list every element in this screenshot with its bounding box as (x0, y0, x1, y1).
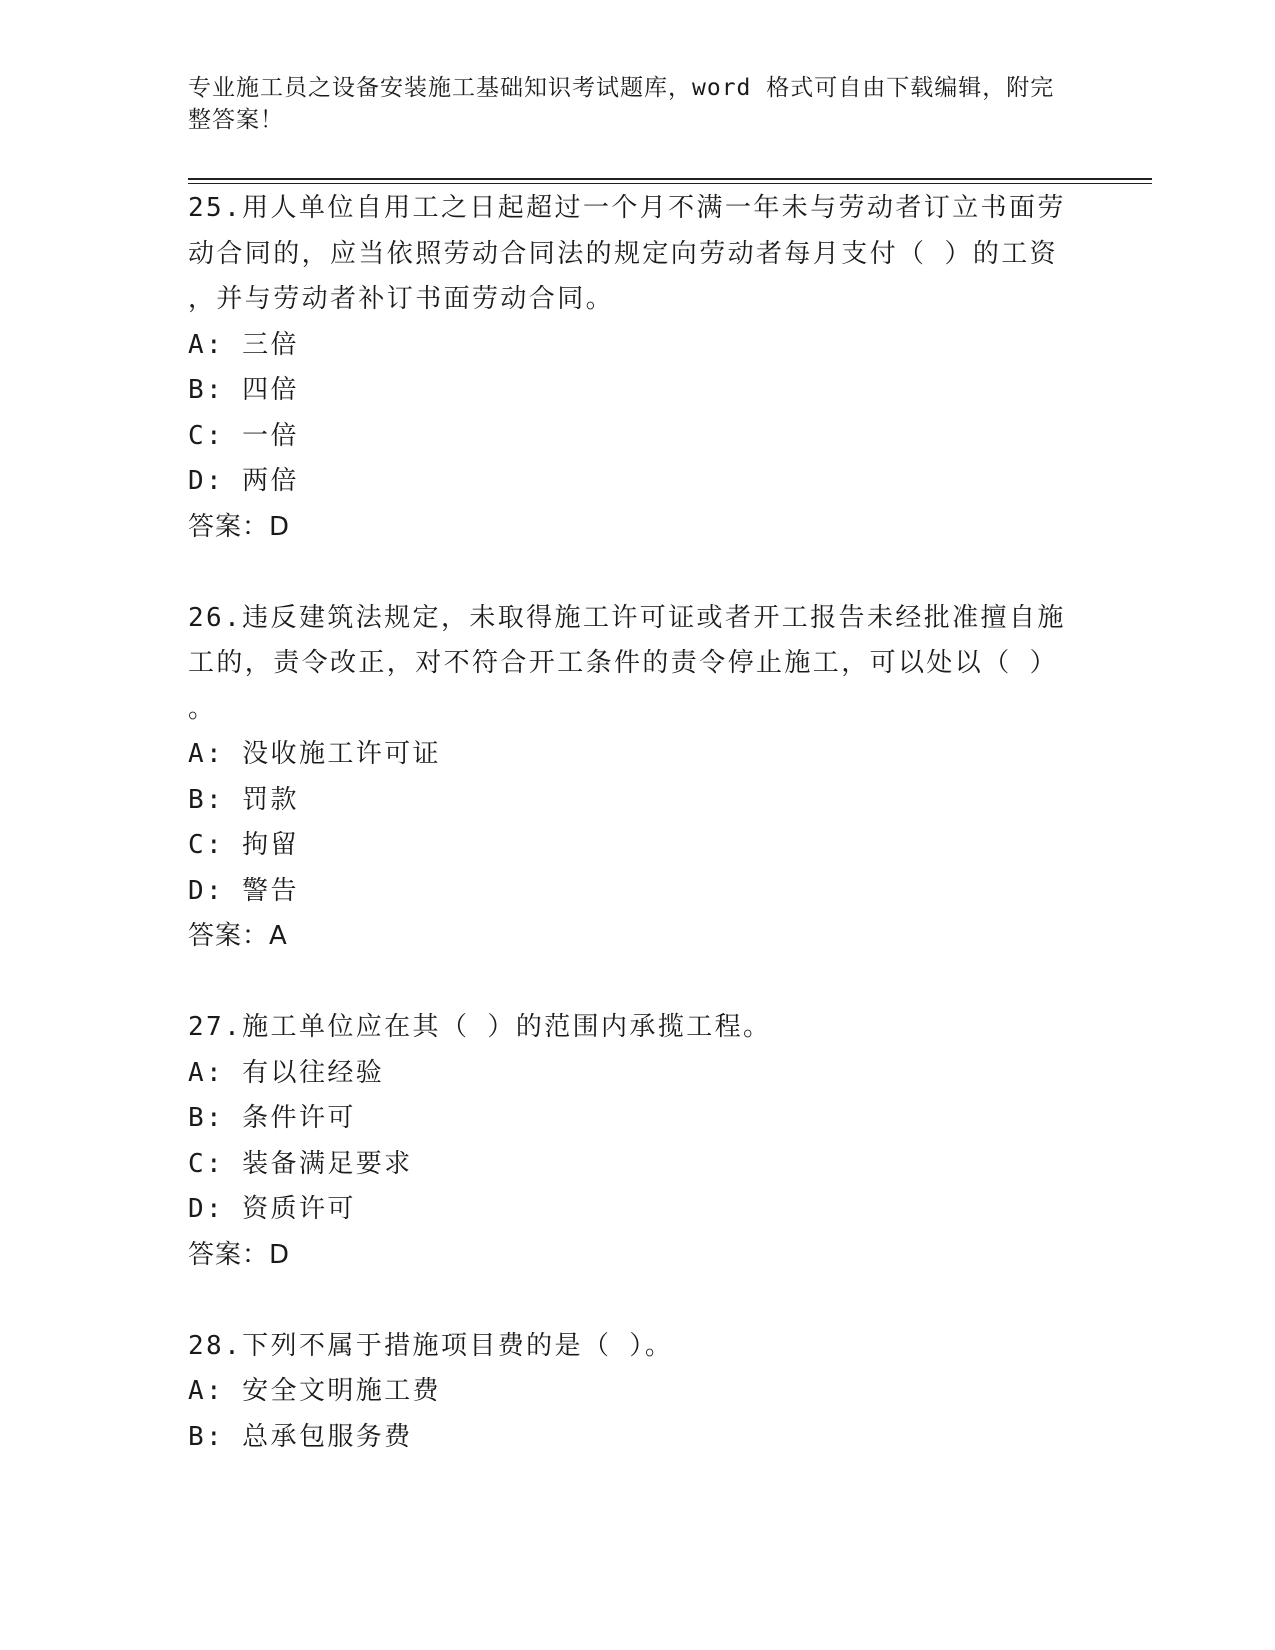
question-spacer (188, 550, 1088, 596)
header-divider-bottom (188, 183, 1152, 184)
question-26-option-d: D: 警告 (188, 875, 299, 906)
question-26-text-line-3: 。 (188, 693, 217, 724)
question-25-answer (188, 505, 1088, 551)
question-27-option-a: A: 有以往经验 (188, 1057, 385, 1088)
question-27 (188, 1005, 1088, 1278)
answer-label: 答案： (188, 1239, 270, 1270)
answer-label: 答案： (188, 921, 270, 951)
question-25-option-b: B: 四倍 (188, 375, 299, 405)
question-list (188, 186, 1088, 1460)
answer-label: 答案： (188, 511, 270, 542)
question-25-text-line-2: 动合同的，应当依照劳动合同法的规定向劳动者每月支付（ ）的工资 (188, 238, 1059, 269)
question-27-option-d: D: 资质许可 (188, 1194, 356, 1224)
question-27-text-line-1: 27.施工单位应在其（ ）的范围内承揽工程。 (188, 1012, 772, 1042)
question-25-text-line-3: ，并与劳动者补订书面劳动合同。 (188, 284, 615, 314)
question-spacer (188, 960, 1088, 1006)
question-27-answer (188, 1233, 1088, 1279)
question-26-text-line-2: 工的，责令改正，对不符合开工条件的责令停止施工，可以处以（ ） (188, 648, 1059, 678)
answer-value: D (269, 511, 291, 542)
question-26-text-line-1: 26.违反建筑法规定，未取得施工许可证或者开工报告未经批准擅自施 (188, 602, 1066, 633)
question-28-option-a: A: 安全文明施工费 (188, 1376, 441, 1406)
header-intro-line-1: 专业施工员之设备安装施工基础知识考试题库，word 格式可自由下载编辑，附完 (188, 75, 1055, 101)
question-spacer (188, 1278, 1088, 1324)
question-25 (188, 186, 1088, 550)
question-26-option-b: B: 罚款 (188, 784, 299, 815)
question-28-text-line-1: 28.下列不属于措施项目费的是（ ）。 (188, 1330, 674, 1361)
question-25-option-d: D: 两倍 (188, 466, 299, 496)
question-27-option-c: C: 装备满足要求 (188, 1148, 413, 1179)
answer-value: A (269, 921, 288, 951)
question-28-option-b: B: 总承包服务费 (188, 1421, 413, 1452)
header-divider-top (188, 178, 1152, 180)
question-28 (188, 1324, 1088, 1461)
question-25-option-a: A: 三倍 (188, 329, 299, 360)
question-26-option-c: C: 拘留 (188, 830, 299, 860)
question-26-option-a: A: 没收施工许可证 (188, 739, 441, 769)
question-27-option-b: B: 条件许可 (188, 1103, 356, 1133)
question-26-answer (188, 914, 1088, 960)
document-header (188, 72, 1068, 136)
question-26 (188, 596, 1088, 960)
question-25-text-line-1: 25.用人单位自用工之日起超过一个月不满一年未与劳动者订立书面劳 (188, 193, 1066, 223)
answer-value: D (269, 1239, 291, 1270)
question-25-option-c: C: 一倍 (188, 420, 299, 451)
header-intro-line-2: 整答案！ (188, 107, 284, 133)
